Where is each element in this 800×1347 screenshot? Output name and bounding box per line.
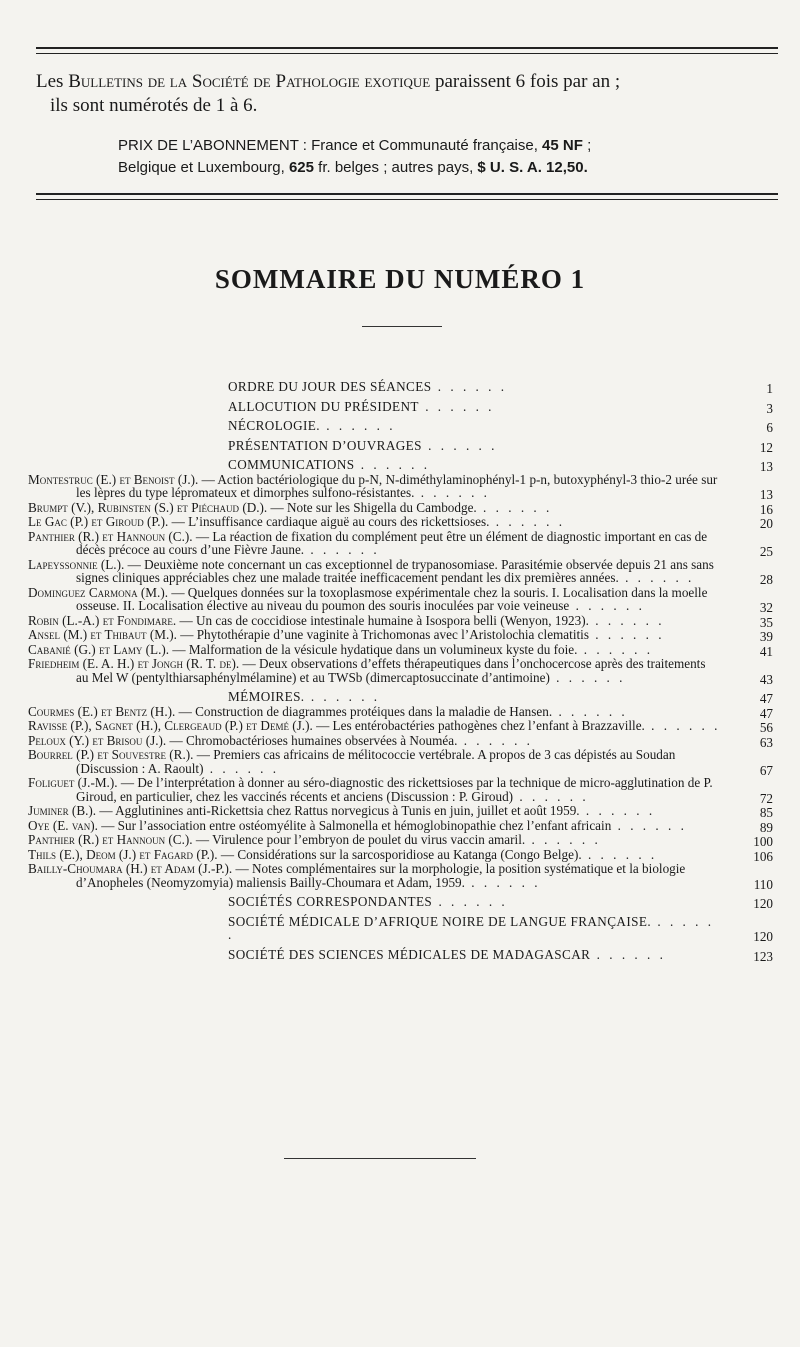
dot-leader: . . . . . .	[549, 669, 626, 685]
toc-page-number: 67	[759, 762, 773, 778]
dot-leader: . . . . . .	[611, 817, 687, 833]
toc-entry-text	[28, 400, 773, 414]
toc-section-heading	[28, 419, 773, 433]
toc-entry-title: SOCIÉTÉ MÉDICALE D’AFRIQUE NOIRE DE LANGUE FRANÇAISE.	[228, 913, 652, 929]
dot-leader: . . . . . .	[489, 514, 566, 529]
toc-entry-text	[28, 657, 773, 684]
toc-entry-title: NÉCROLOGIE.	[228, 418, 320, 433]
dot-leader: . . . . . .	[569, 598, 645, 613]
toc-entry-authors: Thils (E.), Deom (J.) et Fagard (P.).	[28, 846, 218, 862]
toc-article	[28, 747, 773, 778]
dot-leader: . . . . . .	[513, 788, 589, 804]
toc-entry-title: PRÉSENTATION D’OUVRAGES	[228, 437, 422, 453]
toc-entry-text	[28, 558, 773, 585]
toc-entry-title: — Agglutinines anti-Rickettsia chez Rattus norvegicus à Tunis en juin, juillet et août 1959.	[96, 803, 580, 818]
toc-page-number: 72	[759, 790, 773, 806]
toc-entry-authors: Friedheim (E. A. H.) et Jongh (R. T. de).	[28, 656, 240, 671]
toc-page-number: 120	[753, 896, 773, 911]
toc-entry-authors: Dominguez Carmona (M.).	[28, 584, 169, 600]
toc-entry-authors: Brumpt (V.), Rubinsten (S.) et Piéchaud (D.).	[28, 499, 268, 515]
dot-leader: . . . . . .	[525, 832, 601, 847]
toc-entry-title: — Deuxième note concernant un cas exceptionnel de trypanosomiase. Parasitémie observée depuis 21 ans sans signes cliniques appréciables chez une malade traitée inefficacement pendant les dix premières années.	[76, 556, 714, 585]
toc-page-number: 32	[759, 600, 773, 615]
toc-article	[28, 861, 773, 892]
toc-page-number: 43	[759, 671, 773, 687]
toc-entry-authors: Le Gac (P.) et Giroud (P.).	[28, 514, 169, 529]
toc-section-heading	[28, 458, 773, 472]
dot-leader: . . . . . .	[414, 485, 490, 500]
dot-leader: . . . . . .	[228, 913, 715, 942]
toc-entry-text	[28, 915, 773, 942]
toc-entry-authors: Robin (L.-A.) et Fondimare.	[28, 612, 177, 628]
toc-entry-title: — Un cas de coccidiose intestinale humaine à Isospora belli (Wenyon, 1923).	[176, 612, 589, 628]
toc-section-heading	[28, 895, 773, 909]
toc-page-number: 85	[759, 805, 773, 820]
toc-entry-authors: Ansel (M.) et Thibaut (M.).	[28, 627, 177, 642]
toc-entry-title: ORDRE DU JOUR DES SÉANCES	[228, 379, 432, 394]
toc-entry-title: — Notes complémentaires sur la morphologie, la position systématique et la biologie d’Anopheles (Neomyzomyia) maliensis Bailly-Choumara et Adam, 1959.	[76, 861, 686, 890]
toc-entry-title: — Construction de diagrammes protéiques dans la maladie de Hansen.	[175, 703, 553, 719]
dot-leader: . . . . . .	[464, 874, 541, 890]
toc-entry-text	[28, 439, 773, 453]
toc-entry-text	[28, 705, 773, 719]
toc-page-number: 110	[753, 876, 773, 892]
toc-entry-text	[28, 614, 773, 628]
dot-leader: . . . . . .	[476, 499, 553, 515]
toc-entry-authors: Oye (E. van).	[28, 817, 98, 833]
toc-entry-authors: Foliguet (J.-M.).	[28, 775, 118, 790]
toc-page-number: 20	[759, 516, 773, 531]
toc-entry-text	[28, 804, 773, 818]
toc-article	[28, 628, 773, 642]
toc-entry-title: — L’insuffisance cardiaque aiguë au cours des rickettsioses.	[168, 514, 490, 529]
dot-leader: . . . . . .	[319, 418, 396, 433]
toc-entry-text	[28, 833, 773, 847]
toc-entry-authors: Panthier (R.) et Hannoun (C.).	[28, 832, 193, 847]
dot-leader: . . . . . .	[432, 894, 508, 909]
toc-page-number: 89	[759, 819, 773, 835]
toc-entry-authors: Cabanié (G.) et Lamy (L.).	[28, 641, 170, 657]
toc-section-heading	[28, 380, 773, 394]
mid-rule-2	[36, 199, 778, 200]
top-rule-2	[36, 53, 778, 54]
bottom-rule	[284, 1158, 476, 1159]
toc-page-number: 106	[753, 848, 773, 864]
toc-article	[28, 515, 773, 529]
toc-entry-authors: Panthier (R.) et Hannoun (C.).	[28, 528, 193, 544]
dot-leader: . . . . . .	[304, 689, 381, 704]
toc-entry-title: — Deux observations d’effets thérapeutiques dans l’onchocercose après des traitements au Mel W (pentylthiarsaphénylmélamine) et au TWSb (dimercaptosuccinate d’antimoine)	[76, 656, 706, 685]
dot-leader: . . . . . .	[418, 398, 495, 414]
toc-article	[28, 848, 773, 862]
toc-entry-text	[28, 948, 773, 962]
toc-entry-text	[28, 473, 773, 500]
title-underline	[362, 326, 442, 327]
dot-leader: . . . . . .	[552, 703, 628, 719]
toc-entry-text	[28, 895, 773, 909]
toc-page-number: 120	[753, 929, 773, 944]
publication-note	[36, 70, 784, 118]
dot-leader: . . . . . .	[588, 612, 665, 628]
toc-entry-authors: Ravisse (P.), Sagnet (H.), Clergeaud (P.) et Demé (J.).	[28, 718, 313, 733]
toc-entry-title: — Phytothérapie d’une vaginite à Trichomonas avec l’Aristolochia clematitis	[176, 627, 589, 642]
toc-page-number: 1	[766, 381, 773, 396]
toc-entry-text	[28, 776, 773, 803]
subscription-price	[118, 135, 758, 179]
toc-article	[28, 804, 773, 818]
toc-entry-title: ALLOCUTION DU PRÉSIDENT	[228, 398, 419, 414]
toc-entry-title: — De l’interprétation à donner au séro-diagnostic des rickettsioses par la technique de micro-agglutination de P. Giroud, en particulier, chez les vaccinés récents et anciens (Discussion : P. Giroud)	[76, 775, 713, 804]
toc-entry-text	[28, 458, 773, 472]
dot-leader: . . . . . .	[618, 570, 695, 585]
dot-leader: . . . . . .	[590, 946, 666, 962]
toc-entry-title: — Chromobactérioses humaines observées à Nouméa.	[166, 732, 458, 748]
dot-leader: . . . . . .	[354, 457, 431, 472]
toc-entry-text	[28, 586, 773, 613]
toc-article	[28, 586, 773, 613]
toc-page-number: 16	[759, 501, 773, 517]
toc-entry-title: COMMUNICATIONS	[228, 457, 355, 472]
toc-page-number: 41	[759, 643, 773, 659]
dot-leader: . . . . . .	[203, 760, 280, 776]
toc-page-number: 35	[759, 614, 773, 630]
toc-article	[28, 734, 773, 748]
toc-page-number: 39	[759, 629, 773, 644]
toc-page-number: 63	[759, 734, 773, 750]
dot-leader: . . . . . .	[579, 803, 656, 818]
toc-entry-text	[28, 848, 773, 862]
subscription-line1: PRIX DE L’ABONNEMENT : France et Communauté française, 45 NF ;	[118, 137, 592, 154]
toc-entry-title: SOCIÉTÉS CORRESPONDANTES	[228, 894, 433, 909]
toc-article	[28, 775, 773, 806]
publication-note-line2: ils sont numérotés de 1 à 6.	[50, 95, 258, 116]
subscription-line2: Belgique et Luxembourg, 625 fr. belges ; autres pays, $ U. S. A. 12,50.	[118, 159, 588, 176]
toc-page-number: 100	[753, 834, 773, 849]
toc-entry-text	[28, 690, 773, 704]
toc-entry-authors: Montestruc (E.) et Benoist (J.).	[28, 471, 199, 487]
publication-note-line1: Les Bulletins de la Société de Pathologie exotique paraissent 6 fois par an ;	[36, 71, 621, 92]
toc-entry-text	[28, 628, 773, 642]
dot-leader: . . . . . .	[644, 718, 721, 733]
toc-entry-text	[28, 419, 773, 433]
toc-page-number: 47	[759, 691, 773, 706]
toc-entry-title: — Considérations sur la sarcosporidiose au Katanga (Congo Belge).	[217, 846, 582, 862]
dot-leader: . . . . . .	[304, 542, 380, 557]
toc-section-heading	[28, 690, 773, 704]
toc-entry-title: — Les entérobactéries pathogènes chez l’enfant à Brazzaville.	[312, 718, 645, 733]
top-rule-1	[36, 47, 778, 49]
toc-entry-text	[28, 734, 773, 748]
toc-article	[28, 558, 773, 585]
toc-article	[28, 656, 773, 687]
toc-section-heading	[28, 915, 773, 942]
toc-entry-text	[28, 643, 773, 657]
toc-entry-text	[28, 530, 773, 557]
toc-entry-title: — Note sur les Shigella du Cambodge.	[267, 499, 477, 515]
toc-entry-text	[28, 501, 773, 515]
dot-leader: . . . . . .	[421, 437, 498, 453]
toc-article	[28, 473, 773, 500]
toc-entry-authors: Bailly-Choumara (H.) et Adam (J.-P.).	[28, 861, 233, 876]
toc-page-number: 3	[766, 400, 773, 416]
toc-entry-title: — Malformation de la vésicule hydatique dans un volumineux kyste du foie.	[169, 641, 578, 657]
toc-entry-title: SOCIÉTÉ DES SCIENCES MÉDICALES DE MADAGASCAR	[228, 946, 591, 962]
toc-article	[28, 614, 773, 628]
toc-entry-authors: Courmes (E.) et Bentz (H.).	[28, 703, 176, 719]
toc-article	[28, 833, 773, 847]
toc-entry-authors: Bourrel (P.) et Souvestre (R.).	[28, 747, 194, 762]
toc-page-number: 13	[759, 487, 773, 502]
dot-leader: . . . . . .	[588, 627, 665, 642]
toc-entry-text	[28, 862, 773, 889]
toc-entry-authors: Peloux (Y.) et Brisou (J.).	[28, 732, 167, 748]
dot-leader: . . . . . .	[581, 846, 658, 862]
toc-entry-text	[28, 380, 773, 394]
toc-article	[28, 719, 773, 733]
toc-page-number: 123	[753, 948, 773, 964]
toc-entry-title: — Quelques données sur la toxoplasmose expérimentale chez la souris. I. Localisation dans la moelle osseuse. II. Localisation élective au niveau du poumon des souris inoculées par voie veineuse	[76, 584, 708, 613]
toc-page-number: 12	[759, 439, 773, 455]
dot-leader: . . . . . .	[431, 379, 508, 394]
toc-entry-title: — Action bactériologique du p-N, N-diméthylaminophényl-1 p-n, butoxyphényl-3 thio-2 urée sur les lèpres du type lépromateux et dimorphes sulfono-résistantes.	[76, 471, 718, 500]
toc-article	[28, 705, 773, 719]
toc-entry-title: — La réaction de fixation du complément peut être un élément de diagnostic important en cas de décès précoce au cours d’une Fièvre Jaune.	[76, 528, 708, 557]
page-title: SOMMAIRE DU NUMÉRO 1	[214, 264, 586, 294]
toc-entry-authors: Lapeyssonnie (L.).	[28, 556, 125, 572]
toc-article	[28, 530, 773, 557]
toc-section-heading	[28, 948, 773, 962]
toc-page-number: 56	[759, 720, 773, 735]
toc-entry-authors: Juminer (B.).	[28, 803, 97, 818]
toc-entry-text	[28, 748, 773, 775]
toc-page-number: 47	[759, 705, 773, 721]
toc-entry-title: MÉMOIRES.	[228, 689, 305, 704]
toc-page-number: 13	[759, 459, 773, 474]
toc-entry-title: — Sur l’association entre ostéomyélite à Salmonella et hémoglobinopathie chez l’enfant africain	[97, 817, 612, 833]
mid-rule-1	[36, 193, 778, 195]
toc-entry-title: — Premiers cas africains de mélitococcie vertébrale. A propos de 3 cas dépistés au Soudan (Discussion : A. Raoult)	[76, 747, 676, 776]
dot-leader: . . . . . .	[457, 732, 533, 748]
toc-entry-title: — Virulence pour l’embryon de poulet du virus vaccin amaril.	[192, 832, 526, 847]
toc-article	[28, 501, 773, 515]
toc-article	[28, 819, 773, 833]
toc-section-heading	[28, 439, 773, 453]
toc-article	[28, 643, 773, 657]
toc-page-number: 28	[759, 572, 773, 587]
toc-section-heading	[28, 400, 773, 414]
toc-entry-text	[28, 515, 773, 529]
table-of-contents	[28, 379, 773, 964]
toc-page-number: 25	[759, 544, 773, 559]
dot-leader: . . . . . .	[577, 641, 653, 657]
toc-entry-text	[28, 719, 773, 733]
toc-page-number: 6	[766, 420, 773, 435]
toc-entry-text	[28, 819, 773, 833]
